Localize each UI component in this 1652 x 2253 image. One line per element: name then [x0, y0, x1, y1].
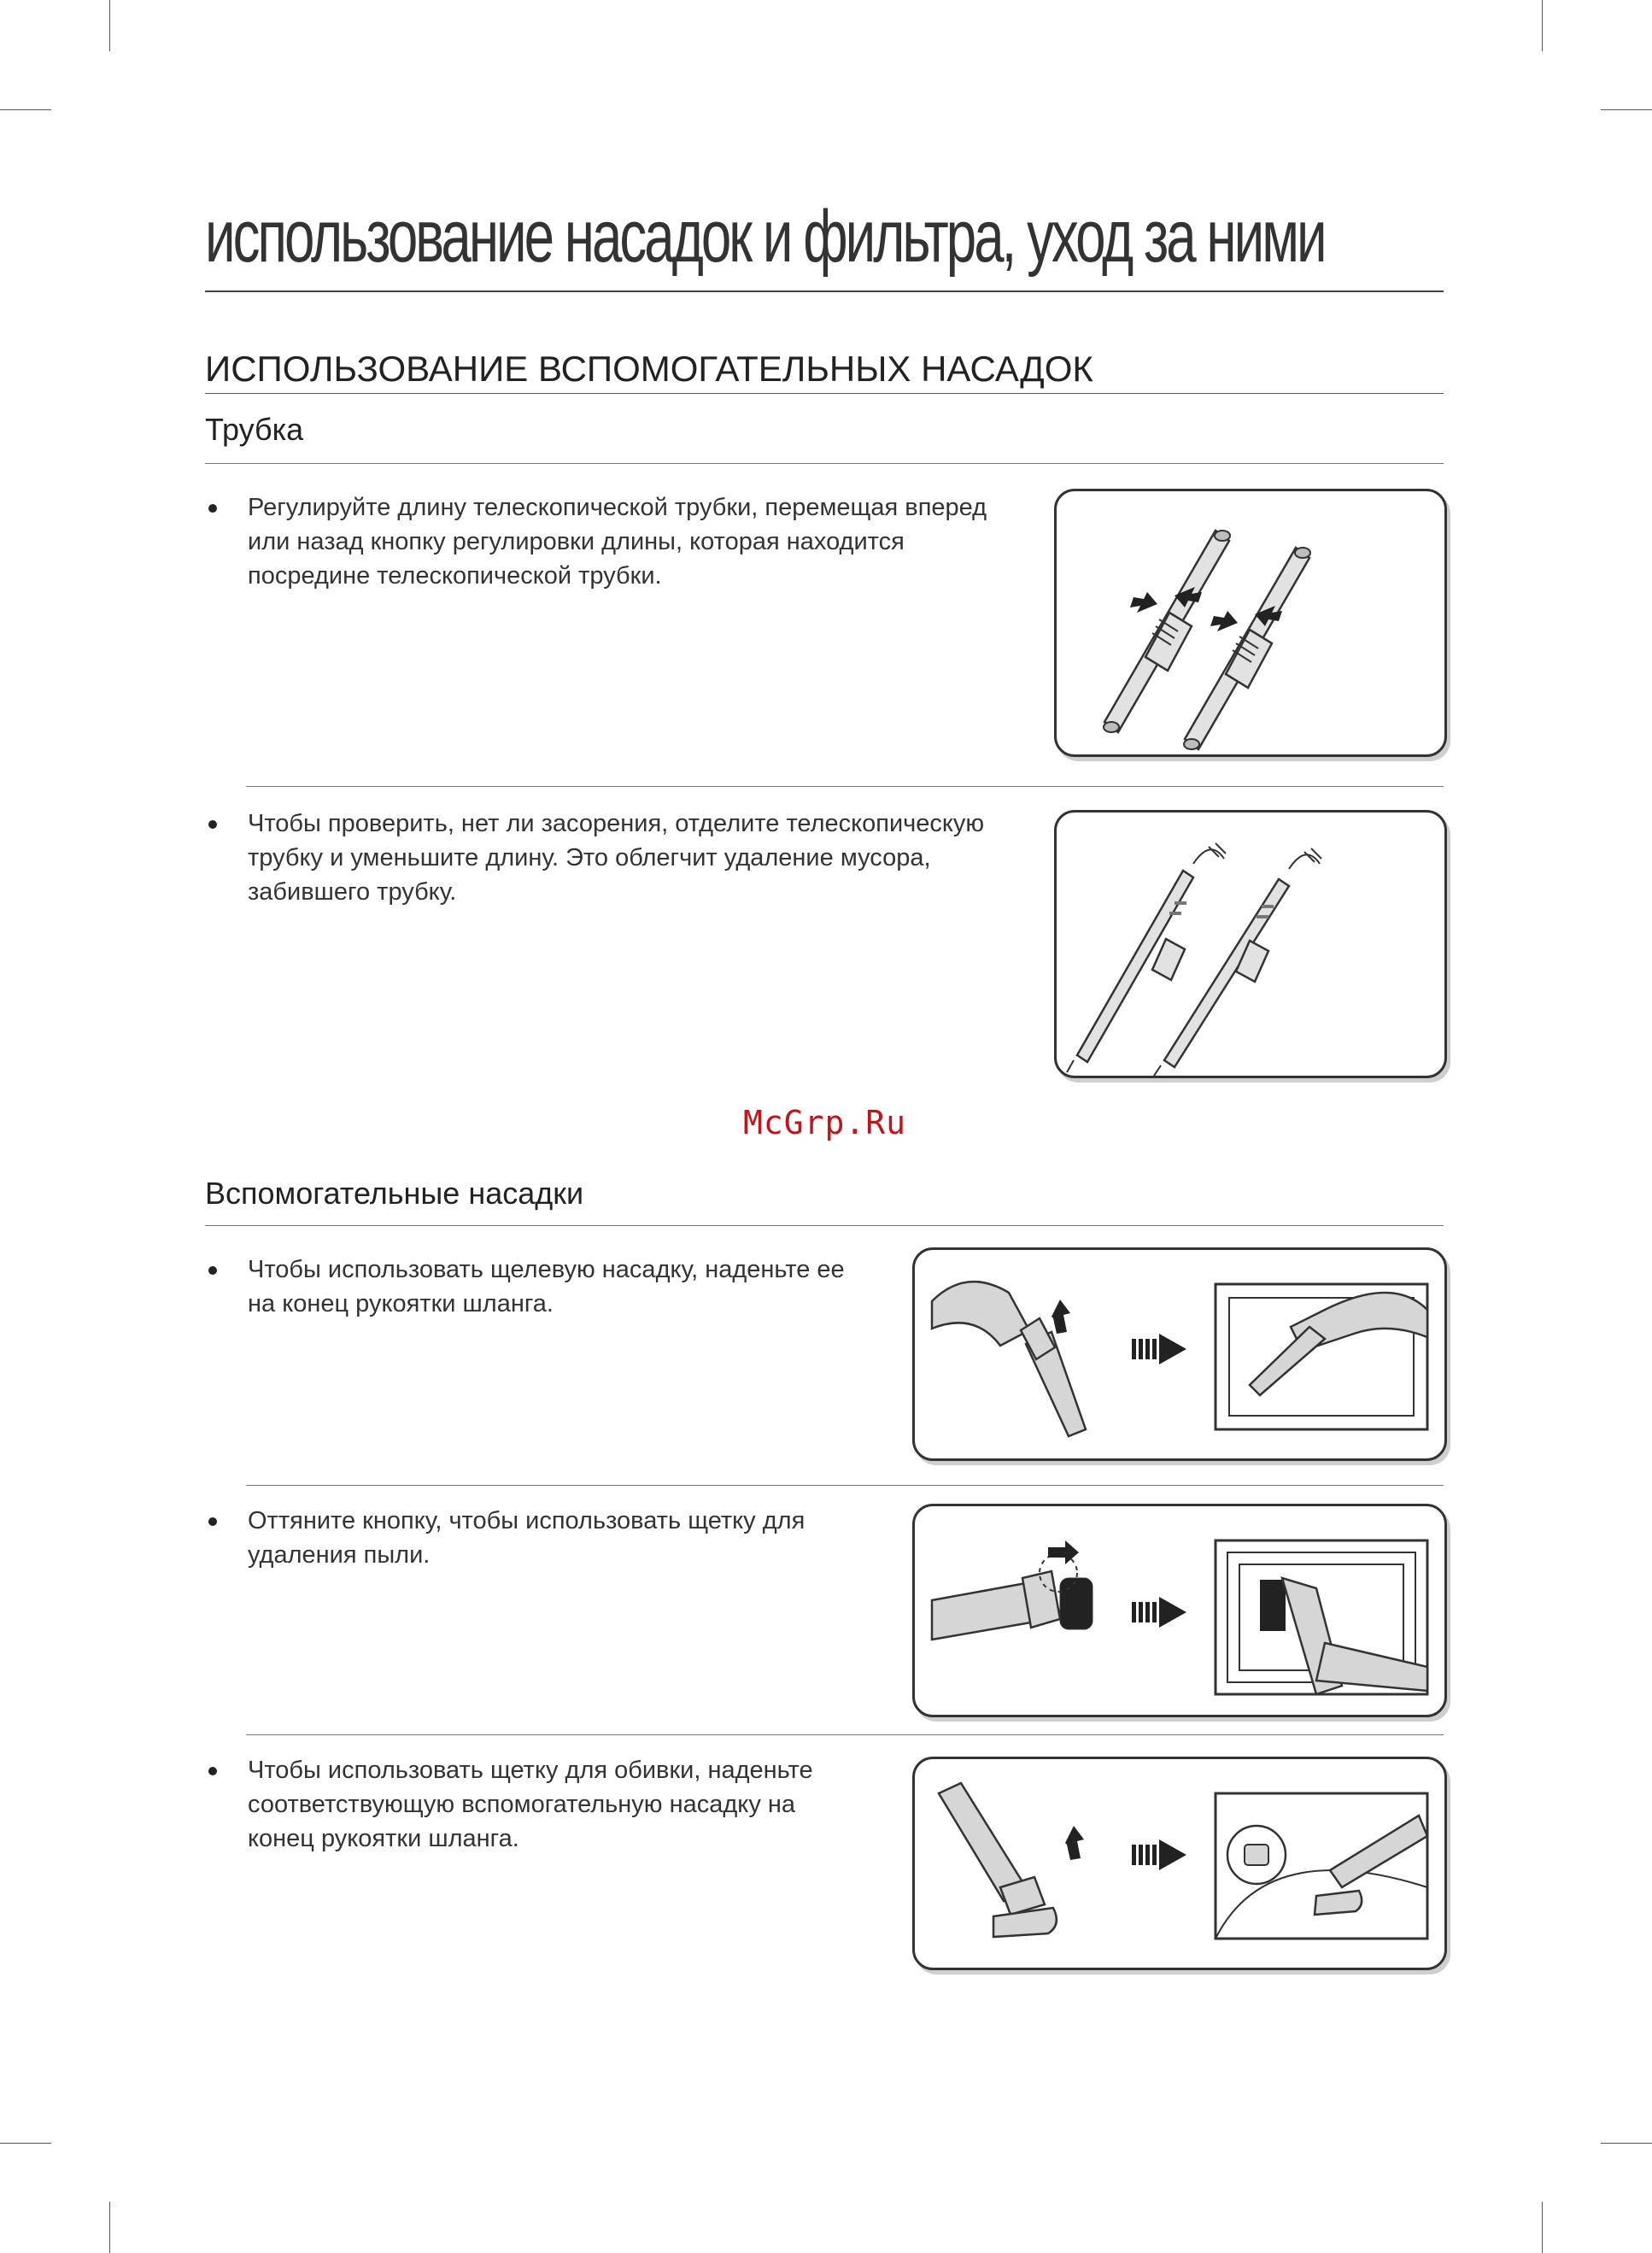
- page-title: использование насадок и фильтра, уход за ними: [205, 196, 1325, 278]
- crop-mark: [1601, 2143, 1652, 2144]
- telescopic-tube-clog-drawing: [1057, 813, 1444, 1076]
- dust-brush-drawing: [915, 1506, 1444, 1715]
- tube-heading: Трубка: [205, 412, 304, 447]
- crop-mark: [1542, 0, 1543, 51]
- accessories-heading-divider: [205, 1225, 1444, 1226]
- bullet-icon: [208, 1517, 217, 1526]
- crop-mark: [109, 0, 110, 51]
- bullet-text: Чтобы использовать щетку для обивки, наденьте соответствующую вспомогательную насадку на конец рукоятки шланга.: [248, 1757, 813, 1852]
- title-divider: [205, 290, 1444, 292]
- crop-mark: [1601, 109, 1652, 110]
- bullet-text: Чтобы проверить, нет ли засорения, отделите телескопическую трубку и уменьшите длину. Это облегчит удаление мусора, забившего трубку.: [248, 810, 985, 906]
- bullet-text: Регулируйте длину телескопической трубки, перемещая вперед или назад кнопку регулировки длины, которая находится посредине телескопической трубки.: [248, 494, 987, 590]
- tube-heading-divider: [205, 463, 1444, 464]
- tube-divider: [246, 786, 1444, 787]
- telescopic-tube-adjust-illustration: [1054, 489, 1447, 757]
- accessory-bullet-upholstery: [208, 1753, 892, 1864]
- tube-bullet-clog: [208, 807, 1046, 918]
- accessory-bullet-dust-brush: [208, 1504, 892, 1581]
- crop-mark: [109, 2202, 110, 2253]
- telescopic-tube-adjust-drawing: [1057, 491, 1444, 754]
- crevice-tool-illustration: [912, 1247, 1447, 1461]
- crop-mark: [0, 2143, 51, 2144]
- bullet-text: Чтобы использовать щелевую насадку, наденьте ее на конец рукоятки шланга.: [248, 1256, 845, 1317]
- upholstery-tool-drawing: [915, 1759, 1444, 1968]
- bullet-text: Оттяните кнопку, чтобы использовать щетку для удаления пыли.: [248, 1507, 805, 1569]
- watermark: McGrp.Ru: [743, 1104, 907, 1141]
- section-divider: [205, 393, 1444, 394]
- accessories-divider-1: [246, 1485, 1444, 1486]
- telescopic-tube-clog-illustration: [1054, 810, 1447, 1078]
- crop-mark: [0, 109, 51, 110]
- accessories-heading: Вспомогательные насадки: [205, 1176, 584, 1211]
- bullet-icon: [208, 504, 217, 513]
- accessory-bullet-crevice: [208, 1253, 892, 1329]
- upholstery-tool-illustration: [912, 1757, 1447, 1970]
- tube-bullet-adjust: [208, 490, 1046, 601]
- crop-mark: [1542, 2202, 1543, 2253]
- accessories-divider-2: [246, 1734, 1444, 1735]
- bullet-icon: [208, 1767, 217, 1775]
- dust-brush-illustration: [912, 1504, 1447, 1717]
- bullet-icon: [208, 820, 217, 829]
- bullet-icon: [208, 1266, 217, 1275]
- section-heading: ИСПОЛЬЗОВАНИЕ ВСПОМОГАТЕЛЬНЫХ НАСАДОК: [205, 349, 1093, 389]
- crevice-tool-drawing: [915, 1250, 1444, 1458]
